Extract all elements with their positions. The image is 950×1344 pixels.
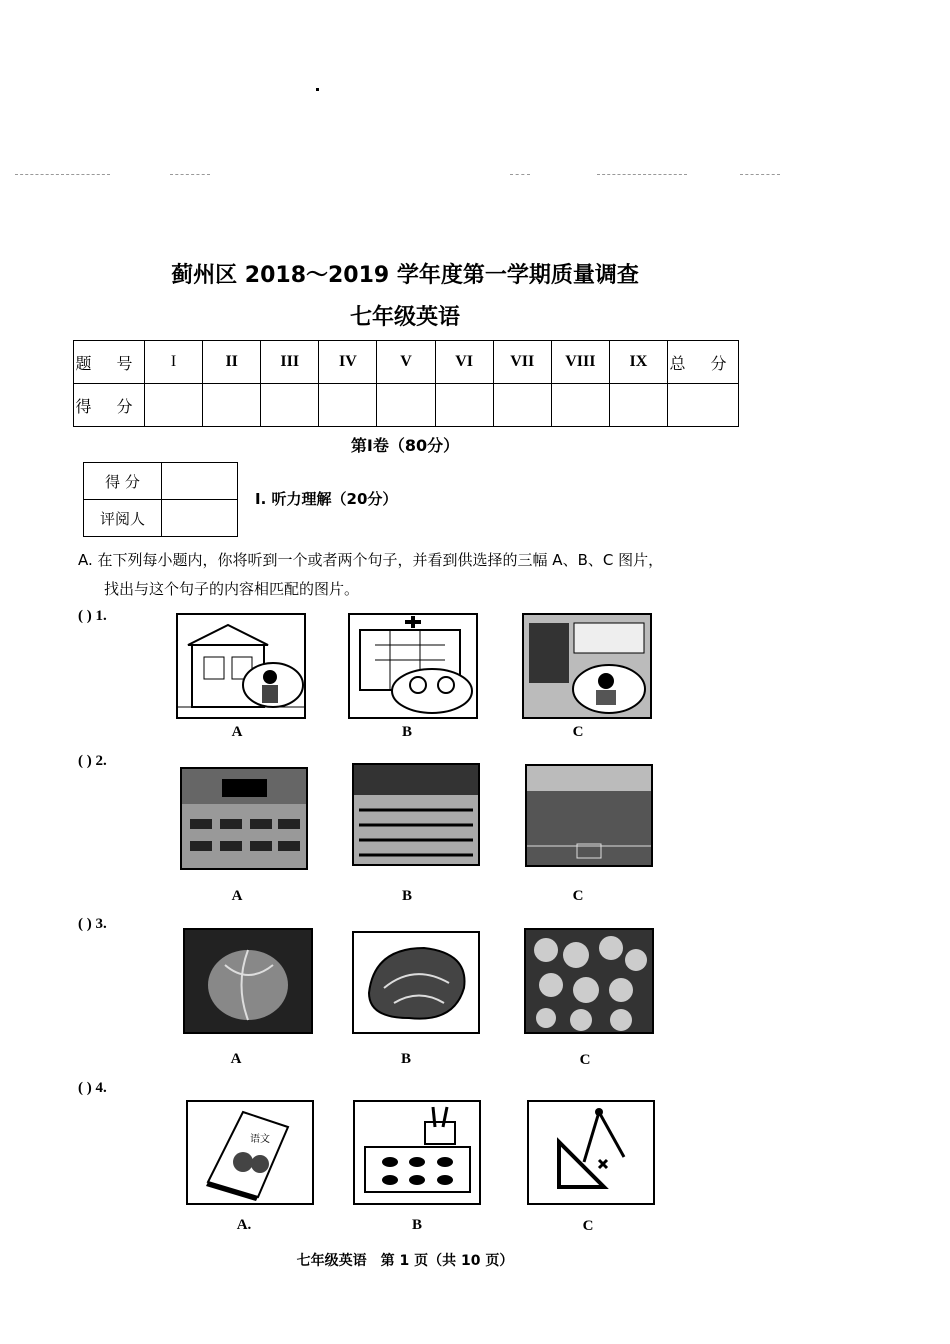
page-subtitle: 七年级英语 — [349, 305, 460, 330]
meat-icon[interactable] — [352, 931, 480, 1034]
question-number-2: ( ) 2. — [78, 753, 107, 769]
score-col-6: VI — [435, 341, 493, 384]
option-label: C — [572, 888, 584, 904]
option-label: C — [572, 724, 584, 740]
score-cell[interactable] — [493, 384, 551, 427]
hospital-nurses-icon[interactable] — [348, 613, 478, 719]
score-cell[interactable] — [609, 384, 667, 427]
section-title: Ⅰ. 听力理解（20分） — [255, 490, 398, 508]
score-col-3: III — [261, 341, 319, 384]
grader-score-label: 得 分 — [84, 463, 162, 500]
grader-table — [83, 462, 238, 537]
score-col-2: II — [203, 341, 261, 384]
book-cover-text: 语文 — [250, 1134, 270, 1145]
bus-driver-icon[interactable] — [522, 613, 652, 719]
row-label-question-number: 题 号 — [74, 341, 145, 384]
score-cell[interactable] — [319, 384, 377, 427]
option-label: A. — [236, 1217, 252, 1233]
fruits-icon[interactable] — [524, 928, 654, 1034]
scan-line — [15, 174, 110, 175]
score-col-4: IV — [319, 341, 377, 384]
score-col-7: VII — [493, 341, 551, 384]
score-cell[interactable] — [668, 384, 739, 427]
score-col-5: V — [377, 341, 435, 384]
score-table — [73, 340, 739, 427]
page-title: 蓟州区 2018～2019 学年度第一学期质量调查 — [171, 263, 639, 288]
option-label: A — [231, 724, 243, 740]
question-number-3: ( ) 3. — [78, 916, 107, 932]
scan-line — [740, 174, 780, 175]
art-supplies-icon[interactable] — [353, 1100, 481, 1205]
scan-line — [597, 174, 687, 175]
math-tools-icon[interactable] — [527, 1100, 655, 1205]
cabbage-icon[interactable] — [183, 928, 313, 1034]
page-footer: 七年级英语 第 1 页（共 10 页） — [296, 1253, 514, 1269]
score-cell[interactable] — [145, 384, 203, 427]
instruction-line-2: 找出与这个句子的内容相匹配的图片。 — [104, 580, 360, 598]
scan-line — [170, 174, 210, 175]
score-cell[interactable] — [377, 384, 435, 427]
score-col-8: VIII — [551, 341, 609, 384]
question-number-1: ( ) 1. — [78, 608, 107, 624]
option-label: B — [401, 888, 412, 904]
score-col-9: IX — [609, 341, 667, 384]
option-label: B — [400, 1051, 411, 1067]
grader-score-cell[interactable] — [162, 463, 238, 500]
scan-dot — [316, 88, 319, 91]
instruction-line-1: A. 在下列每小题内，你将听到一个或者两个句子，并看到供选择的三幅 A、B、C 图片， — [78, 551, 664, 569]
score-col-total: 总 分 — [668, 341, 739, 384]
score-cell[interactable] — [261, 384, 319, 427]
score-cell[interactable] — [435, 384, 493, 427]
scan-line — [510, 174, 530, 175]
classroom-icon[interactable] — [180, 767, 308, 870]
part-title: 第Ⅰ卷（80分） — [350, 436, 460, 455]
question-number-4: ( ) 4. — [78, 1080, 107, 1096]
police-booth-icon[interactable] — [176, 613, 306, 719]
playground-icon[interactable] — [525, 764, 653, 867]
score-cell[interactable] — [203, 384, 261, 427]
option-label: A — [230, 1051, 242, 1067]
chinese-book-icon[interactable] — [186, 1100, 314, 1205]
dining-hall-icon[interactable] — [352, 763, 480, 866]
grader-reviewer-label: 评阅人 — [84, 500, 162, 537]
row-label-score: 得 分 — [74, 384, 145, 427]
score-col-1: I — [145, 341, 203, 384]
option-label: B — [411, 1217, 422, 1233]
option-label: C — [579, 1052, 591, 1068]
grader-reviewer-cell[interactable] — [162, 500, 238, 537]
option-label: A — [231, 888, 243, 904]
option-label: B — [401, 724, 412, 740]
score-cell[interactable] — [551, 384, 609, 427]
option-label: C — [582, 1218, 594, 1234]
